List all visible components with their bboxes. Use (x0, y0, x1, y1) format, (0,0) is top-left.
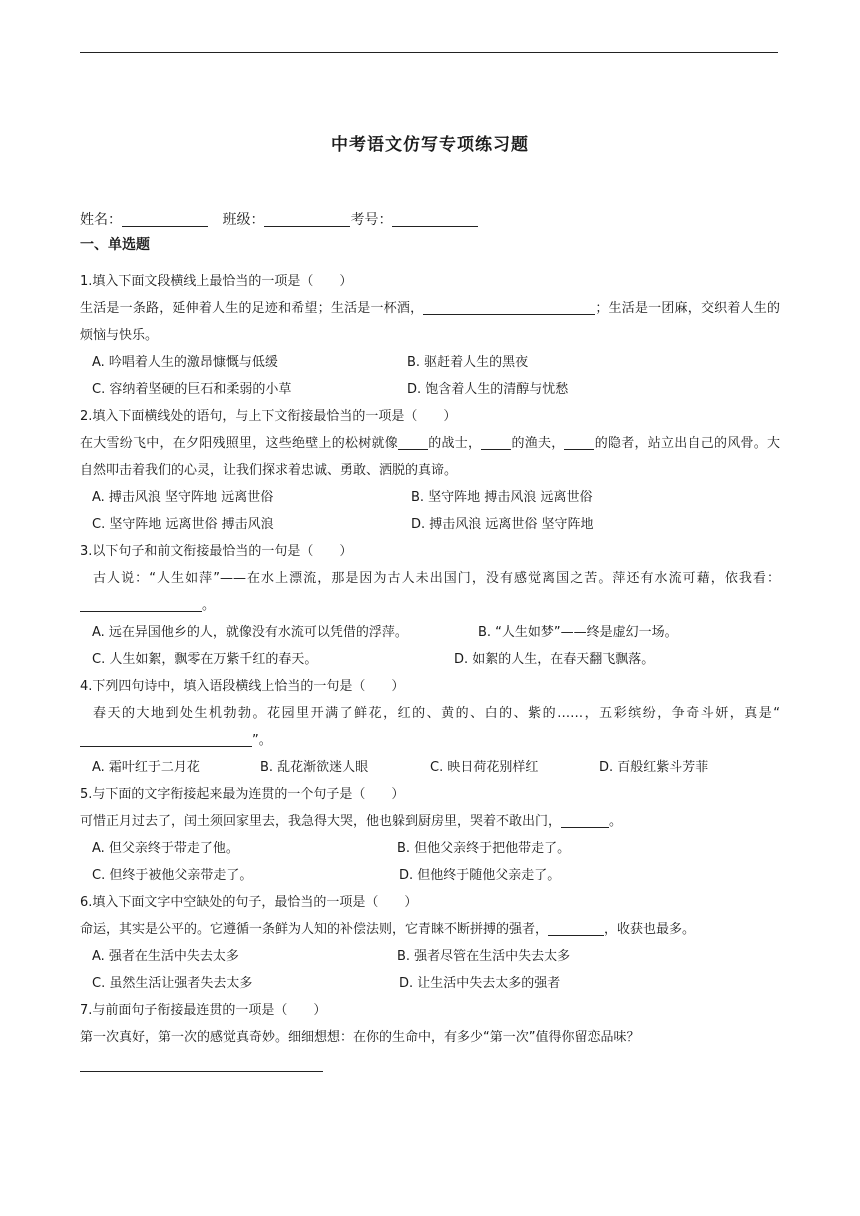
option-a[interactable]: A. 远在异国他乡的人，就像没有水流可以凭借的浮萍。 (92, 625, 408, 640)
question-6-title: 6.填入下面文字中空缺处的句子，最恰当的一项是（ ） (80, 895, 418, 910)
option-a[interactable]: A. 搏击风浪 坚守阵地 远离世俗 (92, 490, 274, 505)
question-5-options (80, 835, 780, 862)
question-5-options-2 (80, 862, 780, 889)
question-1-text: 生活是一条路，延伸着人生的足迹和希望；生活是一杯酒， ；生活是一团麻，交织着人生的烦恼与快乐。 (80, 301, 780, 343)
option-b[interactable]: B. 但他父亲终于把他带走了。 (397, 841, 571, 856)
question-1-title: 1.填入下面文段横线上最恰当的一项是（ ） (80, 274, 353, 289)
question-4-text: 春天的大地到处生机勃勃。花园里开满了鲜花，红的、黄的、白的、紫的……，五彩缤纷，争奇斗妍，真是“”。 (80, 700, 780, 754)
class-label: 班级： (222, 212, 265, 228)
question-2-options-2 (80, 511, 780, 538)
question-5-title: 5.与下面的文字衔接起来最为连贯的一个句子是（ ） (80, 787, 405, 802)
question-2-title: 2.填入下面横线处的语句，与上下文衔接最恰当的一项是（ ） (80, 409, 457, 424)
option-a[interactable]: A. 但父亲终于带走了他。 (92, 841, 239, 856)
fill-blank (423, 300, 595, 315)
question-3-options-2 (80, 646, 780, 673)
fill-blank (564, 435, 594, 450)
option-d[interactable]: D. 如絮的人生，在春天翻飞飘落。 (454, 652, 655, 667)
section-heading: 一、单选题 (80, 237, 150, 253)
option-c[interactable]: C. 但终于被他父亲带走了。 (92, 868, 253, 883)
option-c[interactable]: C. 坚守阵地 远离世俗 搏击风浪 (92, 517, 274, 532)
option-d[interactable]: D. 饱含着人生的清醇与忧愁 (407, 382, 569, 397)
fill-blank (481, 435, 511, 450)
answer-line[interactable] (80, 1071, 323, 1072)
option-b[interactable]: B. 乱花渐欲迷人眼 (260, 760, 369, 775)
question-1-options (80, 349, 780, 376)
option-c[interactable]: C. 人生如絮，飘零在万紫千红的春天。 (92, 652, 318, 667)
option-b[interactable]: B. 坚守阵地 搏击风浪 远离世俗 (411, 490, 593, 505)
question-2-text: 在大雪纷飞中，在夕阳残照里，这些绝壁上的松树就像 的战士， 的渔夫， 的隐者，站立出自己的风骨。大自然叩击着我们的心灵，让我们探求着忠诚、勇敢、洒脱的真谛。 (80, 436, 780, 478)
number-label: 考号： (350, 212, 393, 228)
option-d[interactable]: D. 百般红紫斗芳菲 (599, 760, 709, 775)
question-2-options (80, 484, 780, 511)
header-rule (80, 52, 778, 53)
fill-blank (548, 921, 604, 936)
class-blank[interactable] (264, 212, 350, 227)
option-a[interactable]: A. 霜叶红于二月花 (92, 760, 200, 775)
question-3-text: 古人说：“人生如萍”——在水上漂流，那是因为古人未出国门，没有感觉离国之苦。萍还有水流可藉，依我看：。 (80, 565, 780, 619)
question-7-text: 第一次真好，第一次的感觉真奇妙。细细想想：在你的生命中，有多少“第一次”值得你留恋品味？ (80, 1030, 640, 1045)
fill-blank (80, 597, 202, 612)
fill-blank (80, 732, 252, 747)
option-c[interactable]: C. 容纳着坚硬的巨石和柔弱的小草 (92, 382, 292, 397)
fill-blank (398, 435, 428, 450)
option-c[interactable]: C. 映日荷花别样红 (430, 760, 539, 775)
question-6-options (80, 943, 780, 970)
question-7-title: 7.与前面句子衔接最连贯的一项是（ ） (80, 1003, 327, 1018)
option-d[interactable]: D. 但他终于随他父亲走了。 (399, 868, 561, 883)
page-title: 中考语文仿写专项练习题 (331, 135, 529, 155)
question-3-options (80, 619, 780, 646)
option-b[interactable]: B. 驱赶着人生的黑夜 (407, 355, 529, 370)
question-6-text: 命运，其实是公平的。它遵循一条鲜为人知的补偿法则，它青睐不断拼搏的强者， ，收获也最多。 (80, 922, 696, 937)
question-1-options-2 (80, 376, 780, 403)
question-4-title: 4.下列四句诗中，填入语段横线上恰当的一句是（ ） (80, 679, 405, 694)
question-3-title: 3.以下句子和前文衔接最恰当的一句是（ ） (80, 544, 353, 559)
question-list (80, 268, 780, 1072)
option-b[interactable]: B. “人生如梦”——终是虚幻一场。 (478, 625, 678, 640)
question-4-options (80, 754, 780, 781)
option-c[interactable]: C. 虽然生活让强者失去太多 (92, 976, 253, 991)
number-blank[interactable] (392, 212, 478, 227)
question-5-text: 可惜正月过去了，闰土须回家里去，我急得大哭，他也躲到厨房里，哭着不敢出门， 。 (80, 814, 623, 829)
name-label: 姓名： (80, 212, 122, 228)
name-blank[interactable] (122, 212, 208, 227)
option-d[interactable]: D. 让生活中失去太多的强者 (399, 976, 561, 991)
option-a[interactable]: A. 强者在生活中失去太多 (92, 949, 239, 964)
fill-blank (561, 813, 609, 828)
option-b[interactable]: B. 强者尽管在生活中失去太多 (397, 949, 571, 964)
student-info (80, 209, 478, 229)
question-6-options-2 (80, 970, 780, 997)
option-d[interactable]: D. 搏击风浪 远离世俗 坚守阵地 (411, 517, 594, 532)
option-a[interactable]: A. 吟唱着人生的激昂慷慨与低缓 (92, 355, 278, 370)
